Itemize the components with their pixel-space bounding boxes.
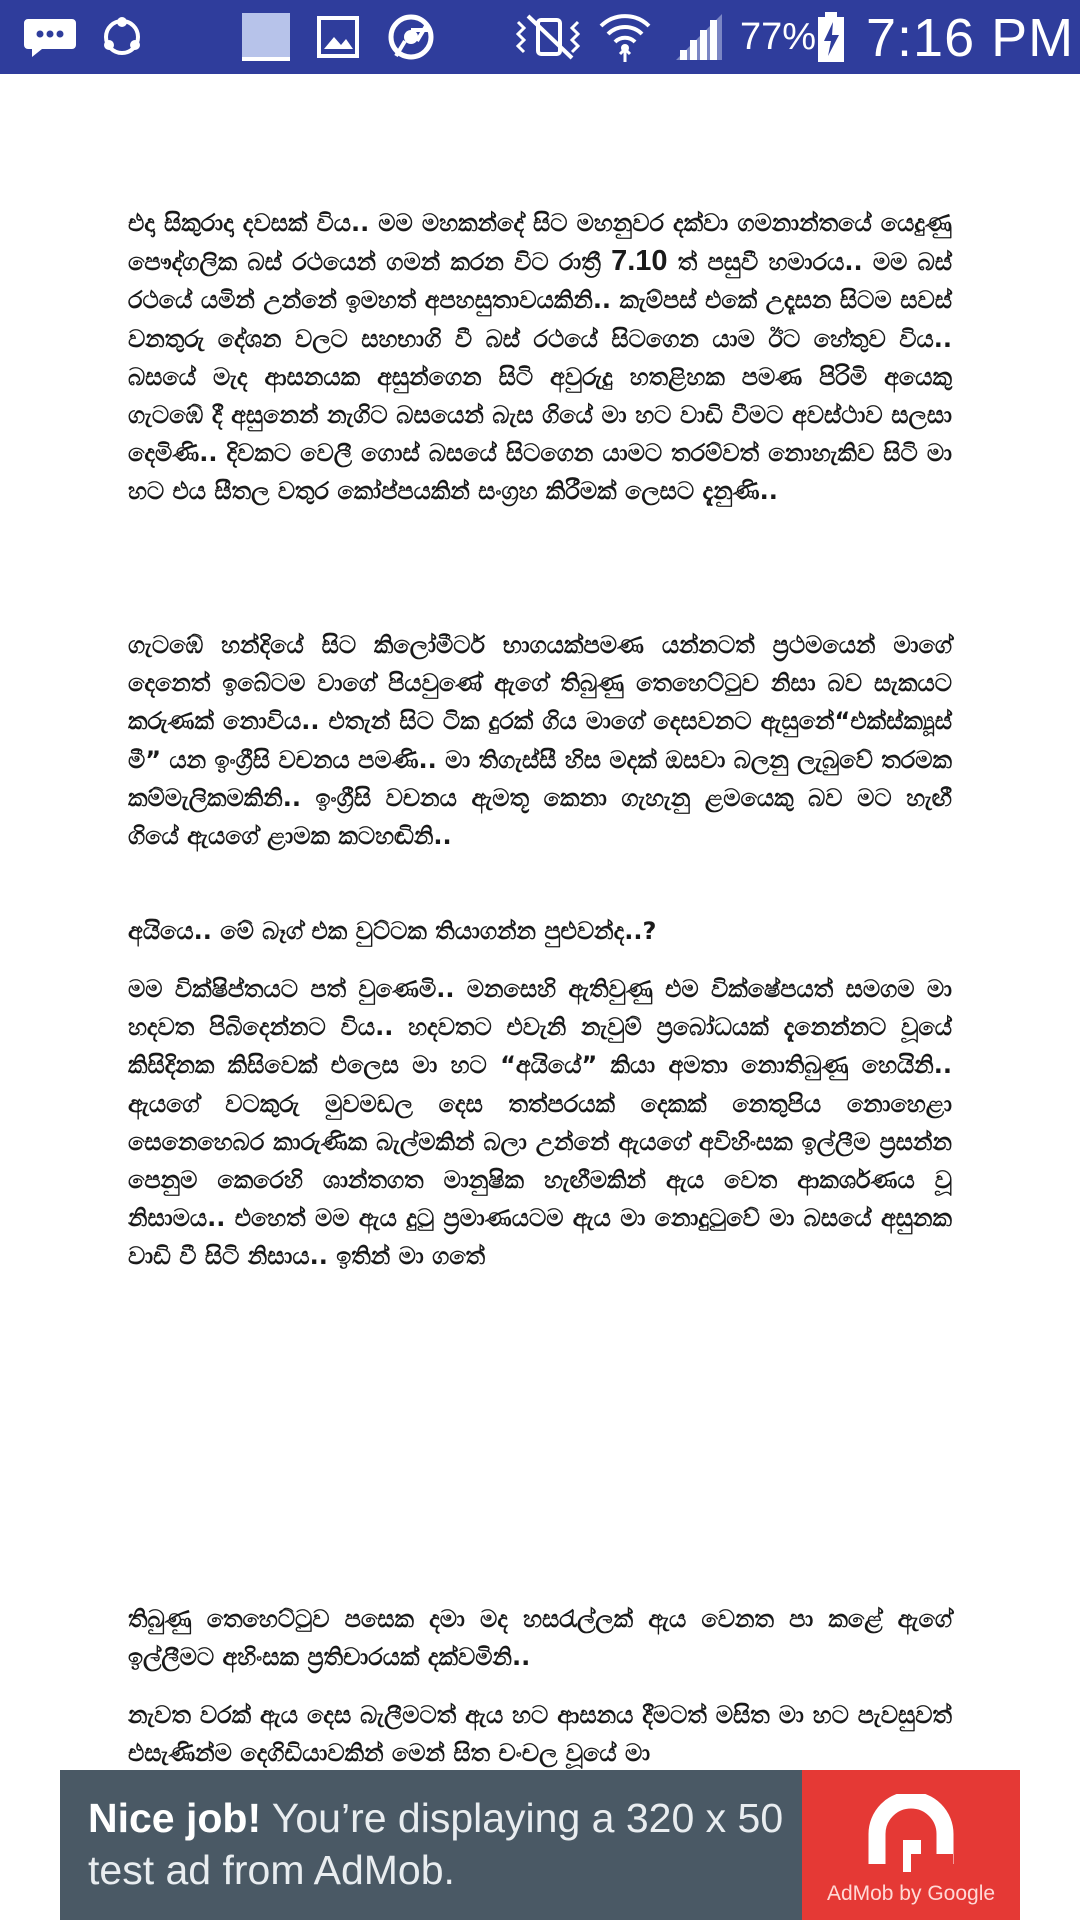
- article-paragraph-1-text-a: එදා සිකුරාදා දවසක් විය.. මම මහකන්දේ සිට මහනුවර දක්වා ගමනාන්තයේ යෙදුණු පෞද්ගලික බස් රථයෙන් ගමන් කරන විට රාත්‍රී: [128, 209, 952, 277]
- status-clock: 7:16 PM: [866, 8, 1075, 68]
- image-icon: [316, 0, 360, 74]
- signal-icon: [674, 0, 724, 74]
- article-time-value: 7.10: [611, 245, 668, 278]
- admob-logo-box[interactable]: [802, 1770, 1020, 1920]
- ad-body-text: You’re displaying a 320 x 50 test ad from AdMob.: [88, 1795, 784, 1893]
- status-bar: [0, 0, 1080, 74]
- gallery-thumbnail-icon: [240, 0, 292, 74]
- article-paragraph-1: [128, 204, 952, 511]
- article-paragraph-6: නැවත වරක් ඇය දෙස බැලීමටත් ඇය හට ආසනය දීමටත් මසිත මා හට පැවසුවත් එසැණින්ම දෙගිඩියාවකින් මෙන් සිත චංචල වූයේ මා: [128, 1701, 952, 1768]
- admob-logo-icon: [867, 1794, 955, 1878]
- article-paragraph-5: තිබුණු තෙහෙට්ටුව පසෙක දමා මද හසරැල්ලක් ඇය වෙනත පා කළේ ඇගේ ඉල්ලීමට අහිංසක ප්‍රතිචාරයක් දක්වමිනි..: [128, 1605, 952, 1672]
- battery-percentage: 77%: [740, 16, 817, 58]
- ad-headline: Nice job!: [88, 1795, 262, 1841]
- article-paragraph-1-text-b: ත් පසුවී හමාරය.. මම බස් රථයේ යමින් උන්නේ ඉමහත් අපහසුතාවයකිනි.. කැම්පස් එකේ උදෑසන සිටම සවස් වනතුරු දේශන වලට සහභාගි වී බස් රථයේ සිටගෙන යාම ඊට හේතුව විය.. බසයේ මැද ආසනයක අසුන්ගෙන සිටි අවුරුදු හතළිහක පමණ පිරිමි අයෙකු ගැටඹේ දී අසුනෙන් නැගිට බසයෙන් බැස ගියේ මා හට වාඩි වීමට අවස්ථාව සලසා දෙමිණි.. දිවකට වෙලී ගොස් බසයේ සිටගෙන යාමට තරම්වත් නොහැකිව සිටි මා හට එය සීතල වතුර කෝප්පයකින් සංග්‍රහ කිරීමක් ලෙසට දැනුණි..: [128, 248, 953, 506]
- wifi-icon: [598, 0, 652, 74]
- battery-charging-icon: [816, 0, 846, 74]
- admob-caption: AdMob by Google: [826, 1882, 996, 1905]
- article-paragraph-4: මම වික්ෂිප්තයට පත් වුණෙමි.. මනසෙහි ඇතිවුණු එම වික්ෂේපයත් සමගම මා හදවත පිබිදෙන්නට විය.. හදවතට එවැනි නැවුම් ප්‍රබෝධයක් දැනෙන්නට වූයේ කිසිදිනක කිසිවෙක් එලෙස මා හට “අයියේ” කියා අමතා නොතිබුණු හෙයිනි.. ඇයගේ වටකුරු මුවමඩල දෙස තත්පරයක් දෙකක් නෙතුපිය නොහෙළා සෙනෙහෙබර කාරුණික බැල්මකින් බලා උන්නේ ඇයගේ අවිහිංසක ඉල්ලීම ප්‍රසන්න පෙනුම කෙරෙහි ශාන්තගත මානුෂික හැඟීමකින් ඇය වෙත ආකර්ශණය වූ නිසාමය.. එහෙත් මම ඇය දුටු ප්‍රමාණයටම ඇය මා නොදුටුවේ මා බසයේ අසුනක වාඩි වී සිටි නිසාය.. ඉතින් මා ගතේ: [128, 975, 952, 1271]
- ad-message[interactable]: [88, 1792, 828, 1896]
- messaging-icon: [22, 0, 78, 74]
- chrome-icon: [388, 0, 434, 74]
- admob-test-ad-banner[interactable]: [60, 1770, 1020, 1920]
- shareit-icon: [100, 0, 144, 74]
- article-paragraph-2: ගැටඹේ හන්දියේ සිට කිලෝමීටර් භාගයක්පමණ යන්නටත් ප්‍රථමයෙන් මාගේ දෙනෙත් ඉබේටම වාගේ පියවුණේ ඇගේ තිබුණු තෙහෙට්ටුව නිසා බව සැකයට කරුණක් නොවිය.. එතැන් සිට ටික දුරක් ගිය මාගේ දෙසවනට ඇසුනේ“එක්ස්ක්‍යූස් මී” යන ඉංග්‍රීසි වචනය පමණි.. මා තිගැස්සී හිස මදක් ඔසවා බලනු ලැබුවේ තරමක කම්මැලිකමකිනි.. ඉංග්‍රීසි වචනය ඇමතූ කෙනා ගැහැනු ළමයෙකු බව මට හැඟී ගියේ ඇයගේ ළාමක කටහඬිනි..: [128, 631, 952, 851]
- article-paragraph-3: අයියෙ.. මේ බෑග් එක වුට්ටක තියාගන්න පුළුවන්ද..?: [128, 917, 657, 945]
- mute-icon: [514, 0, 584, 74]
